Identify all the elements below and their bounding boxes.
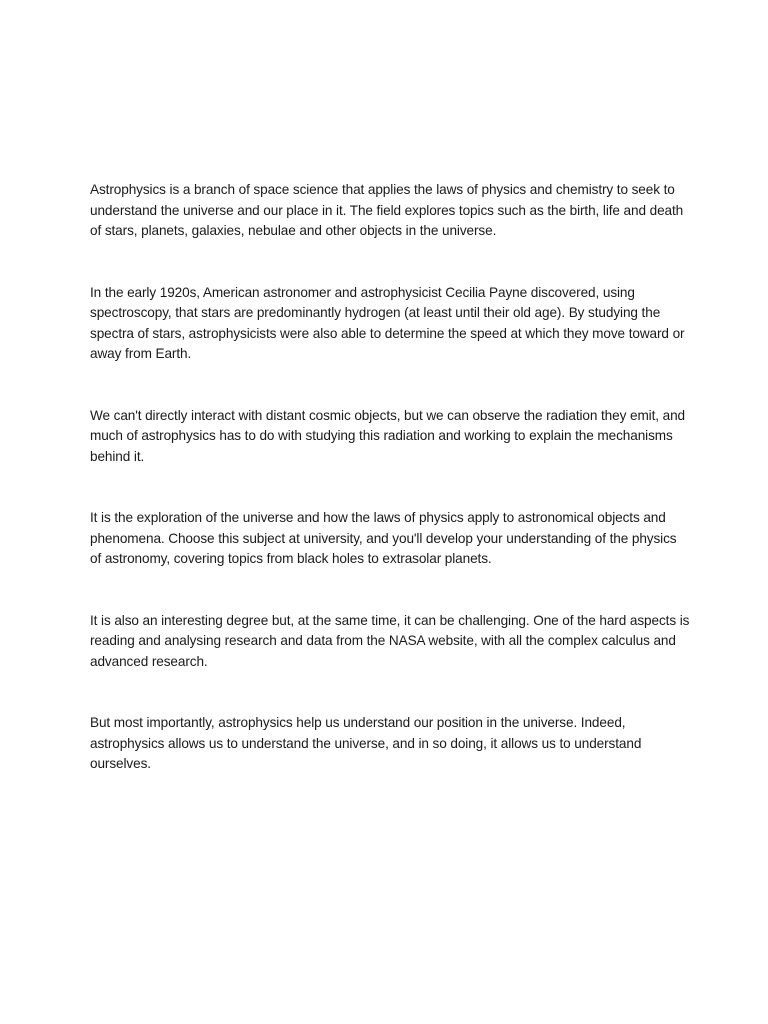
paragraph-2: In the early 1920s, American astronomer and astrophysicist Cecilia Payne discovered, using spectroscopy, that stars are predominantly hydrogen (at least until their old age). By studying the spectra of stars, astrophysicists were also able to determine the speed at which they move toward or away from Earth. xyxy=(90,284,685,361)
paragraph-5: It is also an interesting degree but, at the same time, it can be challenging. One of the hard aspects is reading and analysing research and data from the NASA website, with all the complex calculus and advanced research. xyxy=(90,612,690,669)
paragraph-1: Astrophysics is a branch of space science that applies the laws of physics and chemistry to seek to understand the universe and our place in it. The field explores topics such as the birth, life and death of stars, planets, galaxies, nebulae and other objects in the universe. xyxy=(90,182,684,238)
paragraph-6: But most importantly, astrophysics help us understand our position in the universe. Indeed, astrophysics allows us to understand the universe, and in so doing, it allows us to understand ourselves. xyxy=(90,715,642,771)
paragraph-3: We can't directly interact with distant cosmic objects, but we can observe the radiation they emit, and much of astrophysics has to do with studying this radiation and working to explain the mechanisms behind it. xyxy=(90,407,685,464)
document-body xyxy=(90,180,690,775)
paragraph-4: It is the exploration of the universe and how the laws of physics apply to astronomical objects and phenomena. Choose this subject at university, and you'll develop your understanding of the physics of astronomy, covering topics from black holes to extrasolar planets. xyxy=(90,510,677,566)
